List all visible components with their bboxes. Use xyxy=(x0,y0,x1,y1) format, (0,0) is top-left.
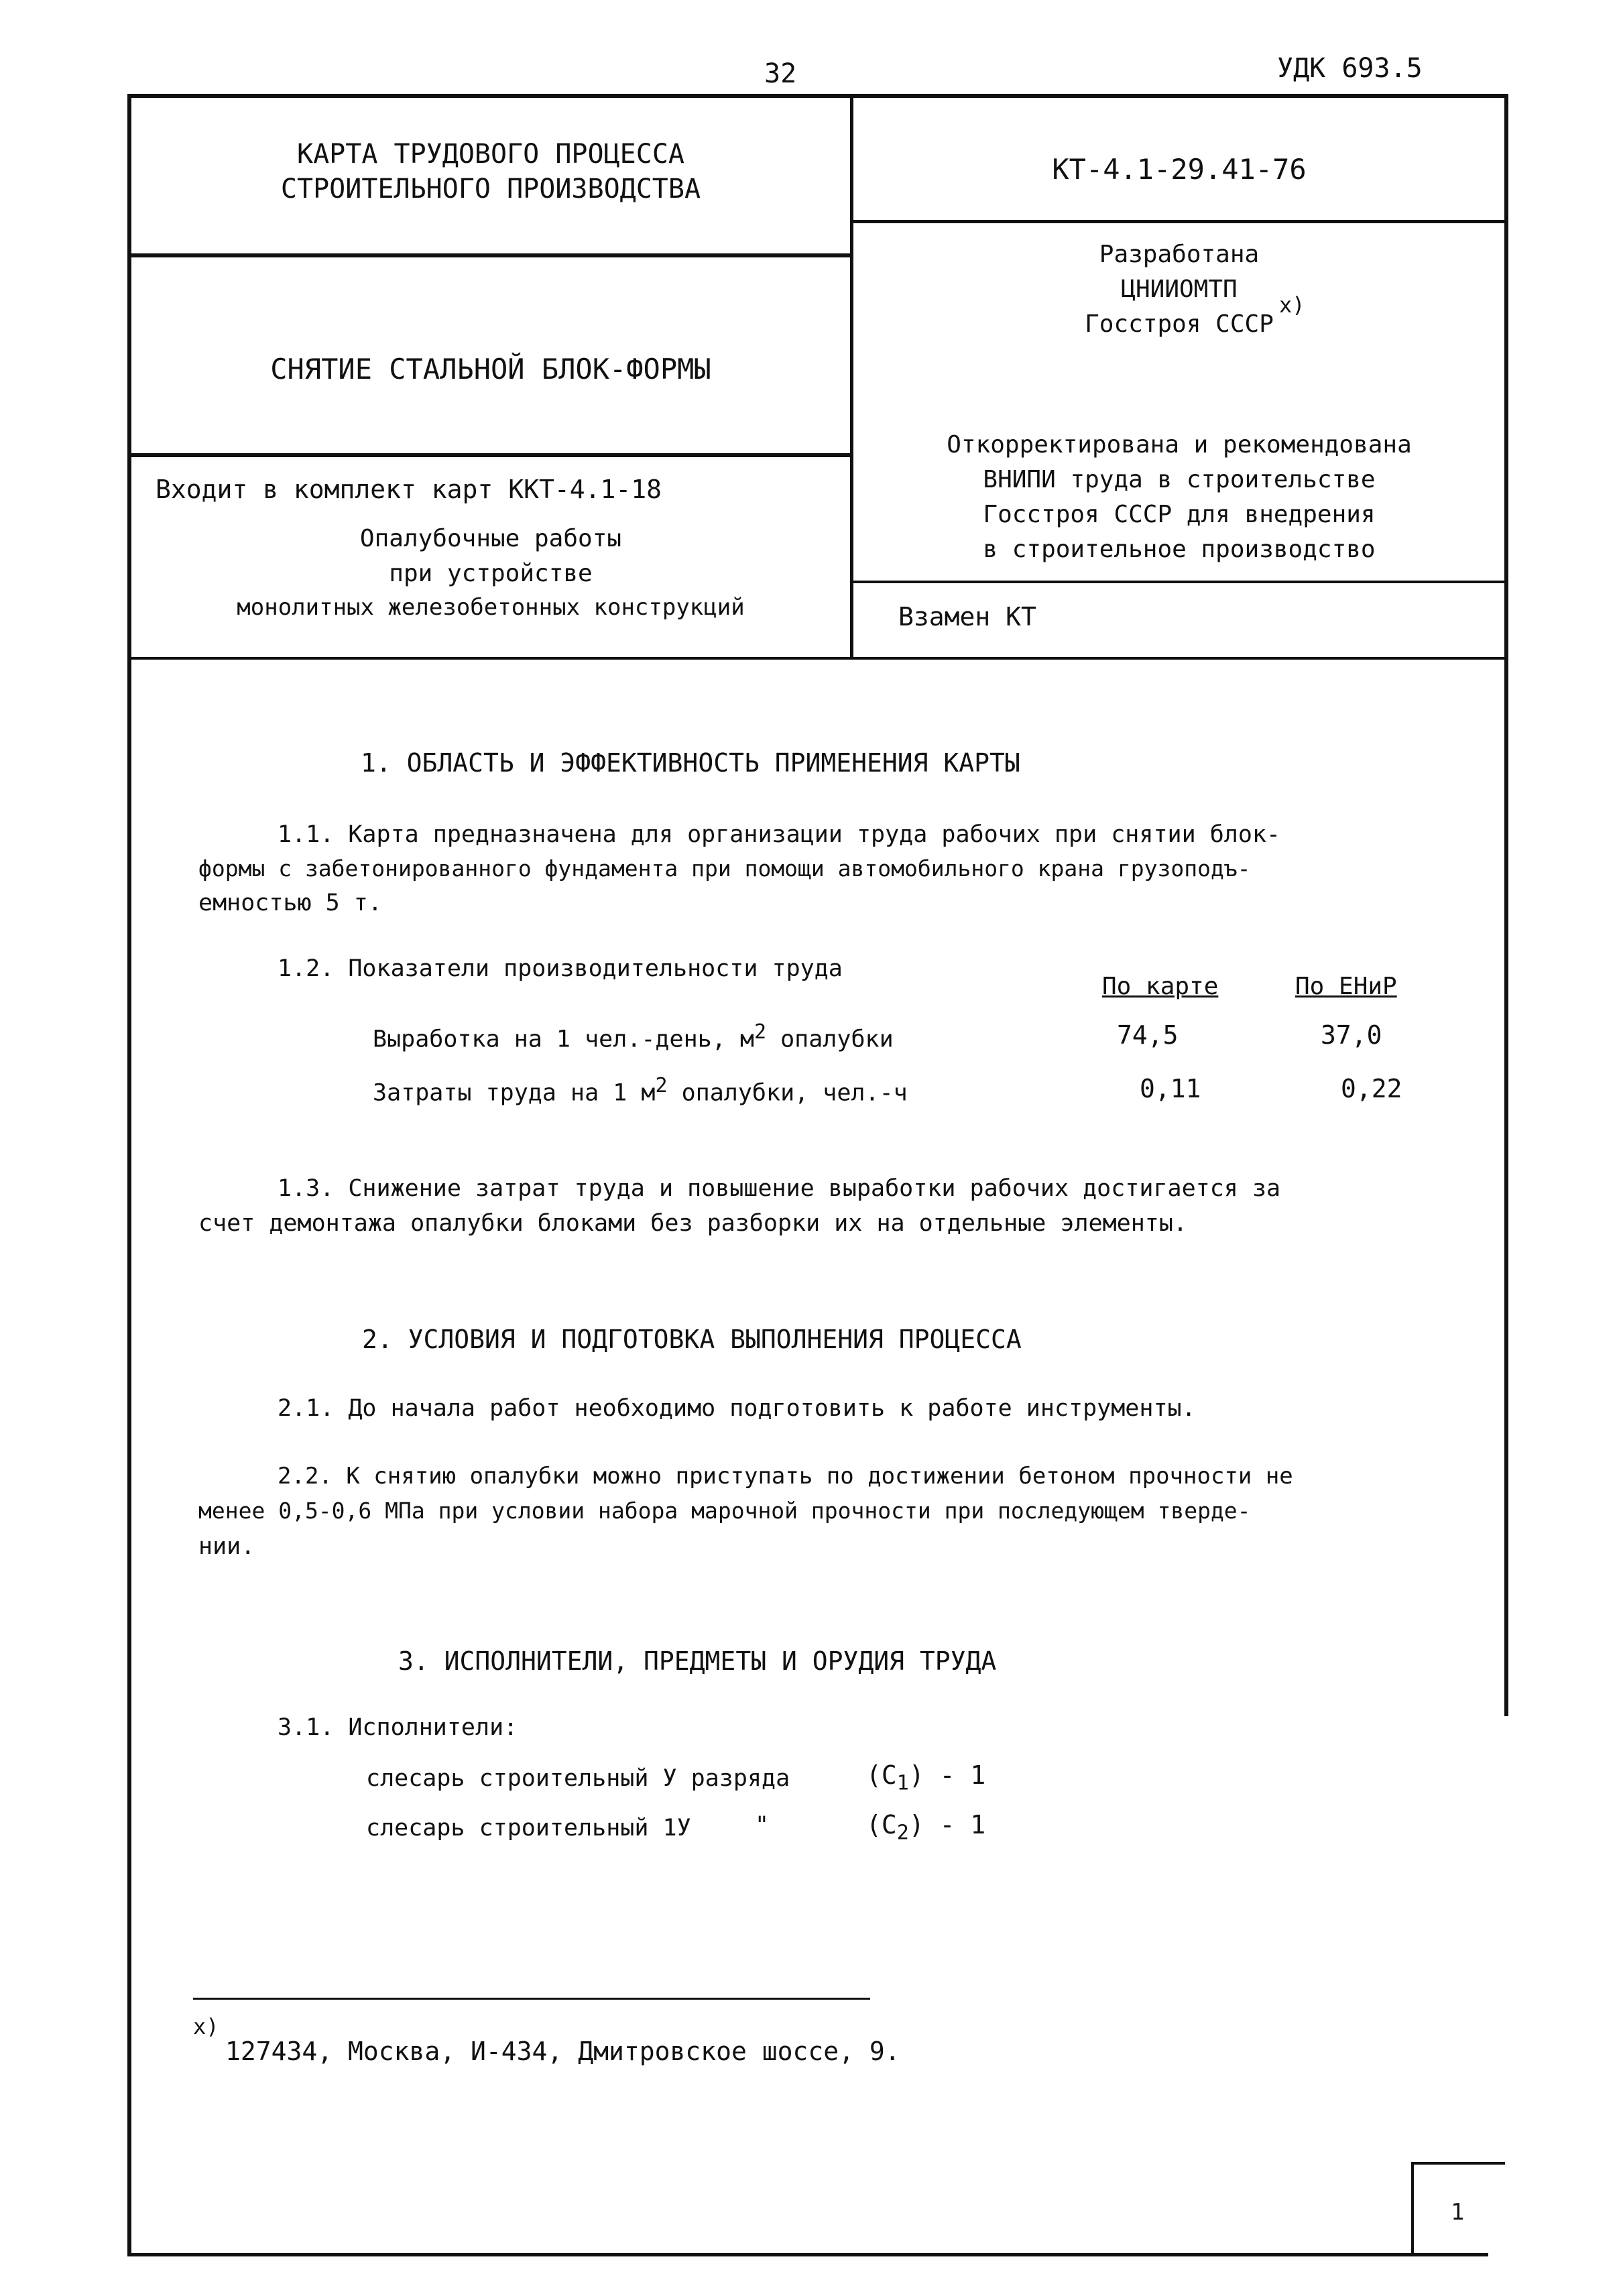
labor-row-label: Затраты труда на 1 м2 опалубки, чел.-ч xyxy=(373,1074,908,1107)
p31: 3.1. Исполнители: xyxy=(278,1714,518,1741)
p11-line3: емностью 5 т. xyxy=(198,890,382,916)
output-by-enir: 37,0 xyxy=(1321,1020,1382,1050)
p22-line3: нии. xyxy=(198,1533,255,1560)
developed-footnote-mark: х) xyxy=(1279,292,1305,318)
set-title-line3: монолитных железобетонных конструкций xyxy=(237,594,745,621)
p13-line2: счет демонтажа опалубки блоками без разборки их на отдельные элементы. xyxy=(198,1210,1188,1237)
corrected-line3: Госстроя СССР для внедрения xyxy=(983,501,1376,528)
worker1-code: $(С_1) - 1$ xyxy=(866,1760,986,1795)
right-box-divider-1 xyxy=(851,220,1508,223)
developed-line1: Разработана xyxy=(1099,241,1260,268)
corrected-line2: ВНИПИ труда в строительстве xyxy=(983,466,1376,493)
labor-by-card: 0,11 xyxy=(1140,1074,1201,1103)
card-subject: СНЯТИЕ СТАЛЬНОЙ БЛОК-ФОРМЫ xyxy=(270,353,711,385)
frame-bottom xyxy=(127,2253,1488,2256)
left-box-divider-2 xyxy=(127,453,851,457)
section2-heading: 2. УСЛОВИЯ И ПОДГОТОВКА ВЫПОЛНЕНИЯ ПРОЦЕССА xyxy=(362,1325,1022,1354)
worker2-label: слесарь строительный 1У xyxy=(366,1815,691,1841)
corner-box-left xyxy=(1411,2162,1414,2256)
p13-line1: 1.3. Снижение затрат труда и повышение выработки рабочих достигается за xyxy=(278,1175,1281,1202)
worker2-ditto: " xyxy=(755,1812,770,1839)
p11-line2: формы с забетонированного фундамента при помощи автомобильного крана грузоподъ- xyxy=(198,855,1251,882)
replaces-field: Взамен КТ xyxy=(898,602,1036,631)
footnote-mark: х) xyxy=(193,2014,219,2039)
udk-code: УДК 693.5 xyxy=(1277,53,1423,84)
frame-top xyxy=(127,94,1508,98)
p21: 2.1. До начала работ необходимо подготовить к работе инструменты. xyxy=(278,1395,1196,1422)
set-title-line2: при устройстве xyxy=(389,560,593,587)
footnote-text: 127434, Москва, И-434, Дмитровское шоссе, 9. xyxy=(225,2037,900,2066)
corner-box-top xyxy=(1411,2162,1505,2165)
labor-by-enir: 0,22 xyxy=(1341,1074,1402,1103)
card-code: КТ-4.1-29.41-76 xyxy=(1052,153,1307,186)
corrected-line4: в строительное производство xyxy=(983,536,1376,563)
footnote-rule xyxy=(193,1998,870,2000)
set-title-line1: Опалубочные работы xyxy=(359,525,622,552)
p11-line1: 1.1. Карта предназначена для организации труда рабочих при снятии блок- xyxy=(278,821,1281,848)
corrected-line1: Откорректирована и рекомендована xyxy=(947,431,1412,459)
worker1-label: слесарь строительный У разряда xyxy=(366,1765,790,1792)
column-by-enir: По ЕНиР xyxy=(1295,973,1397,1000)
worker2-code: $(С_2) - 1$ xyxy=(866,1810,986,1845)
corner-mark: 1 xyxy=(1451,2199,1465,2226)
p22-line2: менее 0,5-0,6 МПа при условии набора марочной прочности при последующем тверде- xyxy=(198,1498,1251,1524)
output-by-card: 74,5 xyxy=(1117,1020,1179,1050)
p22-line1: 2.2. К снятию опалубки можно приступать по достижении бетоном прочности не xyxy=(278,1463,1293,1490)
card-title-line1: КАРТА ТРУДОВОГО ПРОЦЕССА xyxy=(297,139,684,170)
output-row-label: Выработка на 1 чел.-день, м2 опалубки xyxy=(373,1020,894,1053)
right-box-divider-2 xyxy=(851,581,1508,583)
developed-line2: ЦНИИОМТП xyxy=(1121,276,1238,303)
header-bottom-rule xyxy=(127,657,1508,660)
card-title-line2: СТРОИТЕЛЬНОГО ПРОИЗВОДСТВА xyxy=(280,174,701,204)
section1-heading: 1. ОБЛАСТЬ И ЭФФЕКТИВНОСТЬ ПРИМЕНЕНИЯ КАРТЫ xyxy=(361,748,1020,778)
column-by-card: По карте xyxy=(1102,973,1219,1000)
page-number: 32 xyxy=(764,58,797,89)
p12-label: 1.2. Показатели производительности труда xyxy=(278,955,843,982)
left-box-divider-1 xyxy=(127,253,851,257)
frame-left xyxy=(127,94,131,2256)
section3-heading: 3. ИСПОЛНИТЕЛИ, ПРЕДМЕТЫ И ОРУДИЯ ТРУДА xyxy=(398,1646,997,1676)
developed-line3: Госстроя СССР xyxy=(1085,310,1274,338)
set-line: Входит в комплект карт ККТ-4.1-18 xyxy=(156,475,662,504)
